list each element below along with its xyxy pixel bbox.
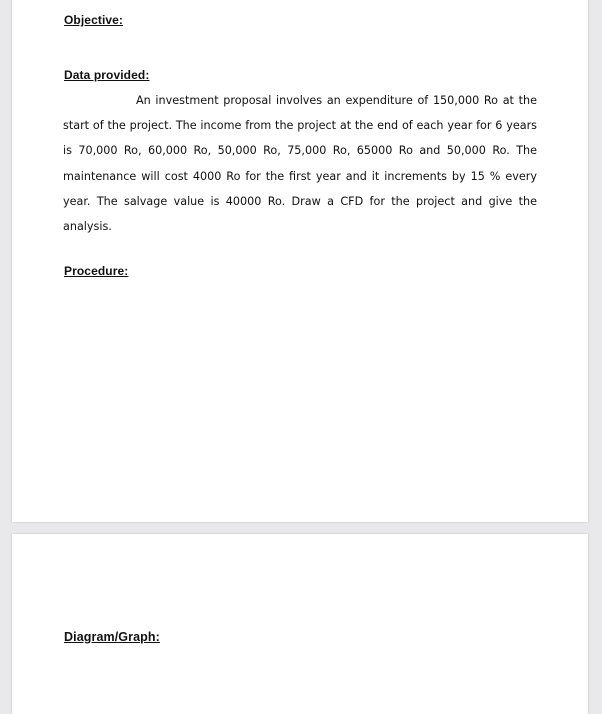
data-provided-heading: Data provided: bbox=[64, 68, 150, 82]
document-page-1 bbox=[12, 0, 588, 522]
diagram-graph-heading: Diagram/Graph: bbox=[64, 630, 160, 644]
procedure-heading: Procedure: bbox=[64, 264, 129, 278]
document-page-2 bbox=[12, 534, 588, 714]
objective-heading: Objective: bbox=[64, 13, 124, 27]
data-provided-paragraph: An investment proposal involves an expenditure of 150,000 Ro at the start of the project. The income from the project at the end of each year for 6 years is 70,000 Ro, 60,000 Ro, 50,000 Ro, 75,000 Ro, 65000 Ro and 50,000 Ro. The maintenance will cost 4000 Ro for the first year and it increments by 15 % every year. The salvage value is 40000 Ro. Draw a CFD for the project and give the analysis. bbox=[63, 94, 537, 234]
